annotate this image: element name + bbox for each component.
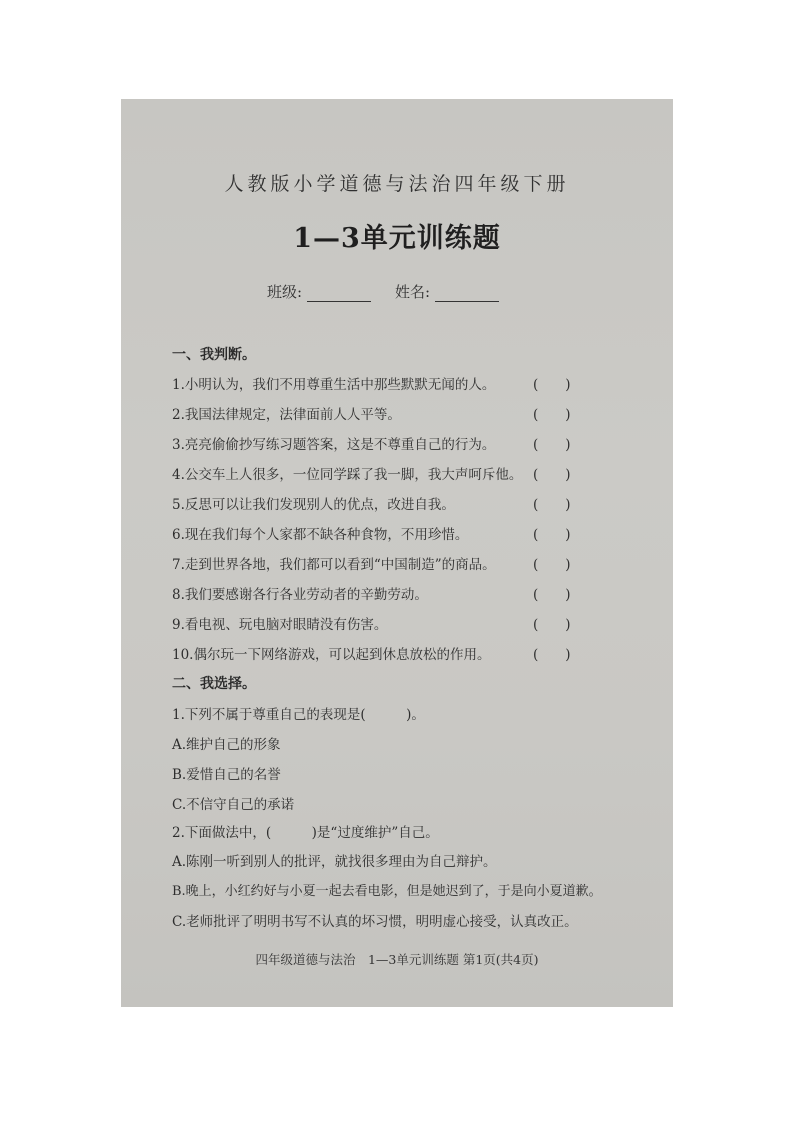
answer-paren[interactable]: ( ) <box>533 557 571 573</box>
question: 1.下列不属于尊重自己的表现是( )。 <box>172 707 425 723</box>
option: A.陈刚一听到别人的批评，就找很多理由为自己辩护。 <box>172 854 497 870</box>
paper-title: 1—3单元训练题 <box>293 223 501 254</box>
option: A.维护自己的形象 <box>172 737 281 753</box>
judge-item: 6.现在我们每个人家都不缺各种食物，不用珍惜。 <box>172 527 469 543</box>
answer-paren[interactable]: ( ) <box>533 437 571 453</box>
section-choice-heading: 二、我选择。 <box>172 676 256 692</box>
judge-item: 10.偶尔玩一下网络游戏，可以起到休息放松的作用。 <box>172 647 491 663</box>
answer-paren[interactable]: ( ) <box>533 617 571 633</box>
answer-paren[interactable]: ( ) <box>533 467 571 483</box>
judge-item: 7.走到世界各地，我们都可以看到“中国制造”的商品。 <box>172 557 496 573</box>
judge-item: 1.小明认为，我们不用尊重生活中那些默默无闻的人。 <box>172 377 496 393</box>
judge-item: 3.亮亮偷偷抄写练习题答案，这是不尊重自己的行为。 <box>172 437 496 453</box>
exam-paper <box>121 99 673 1007</box>
judge-item: 2.我国法律规定，法律面前人人平等。 <box>172 407 401 423</box>
answer-paren[interactable]: ( ) <box>533 407 571 423</box>
answer-paren[interactable]: ( ) <box>533 647 571 663</box>
answer-paren[interactable]: ( ) <box>533 587 571 603</box>
answer-paren[interactable]: ( ) <box>533 377 571 393</box>
paper-subtitle: 人教版小学道德与法治四年级下册 <box>224 173 570 195</box>
option: C.不信守自己的承诺 <box>172 797 295 813</box>
section-judge-heading: 一、我判断。 <box>172 347 256 363</box>
name-label: 姓名: <box>395 283 431 301</box>
answer-paren[interactable]: ( ) <box>533 527 571 543</box>
judge-item: 4.公交车上人很多，一位同学踩了我一脚，我大声呵斥他。 <box>172 467 523 483</box>
question: 2.下面做法中，( )是“过度维护”自己。 <box>172 825 439 841</box>
option: B.晚上，小红约好与小夏一起去看电影，但是她迟到了，于是向小夏道歉。 <box>172 884 602 899</box>
page-footer: 四年级道德与法治 1—3单元训练题 第1页(共4页) <box>255 952 539 967</box>
judge-item: 5.反思可以让我们发现别人的优点，改进自我。 <box>172 497 455 513</box>
choice-list <box>121 99 673 1007</box>
option: C.老师批评了明明书写不认真的坏习惯，明明虚心接受，认真改正。 <box>172 914 578 930</box>
answer-paren[interactable]: ( ) <box>533 497 571 513</box>
judge-item: 9.看电视、玩电脑对眼睛没有伤害。 <box>172 617 388 633</box>
option: B.爱惜自己的名誉 <box>172 767 281 783</box>
class-label: 班级: <box>267 283 303 301</box>
judge-item: 8.我们要感谢各行各业劳动者的辛勤劳动。 <box>172 587 428 603</box>
